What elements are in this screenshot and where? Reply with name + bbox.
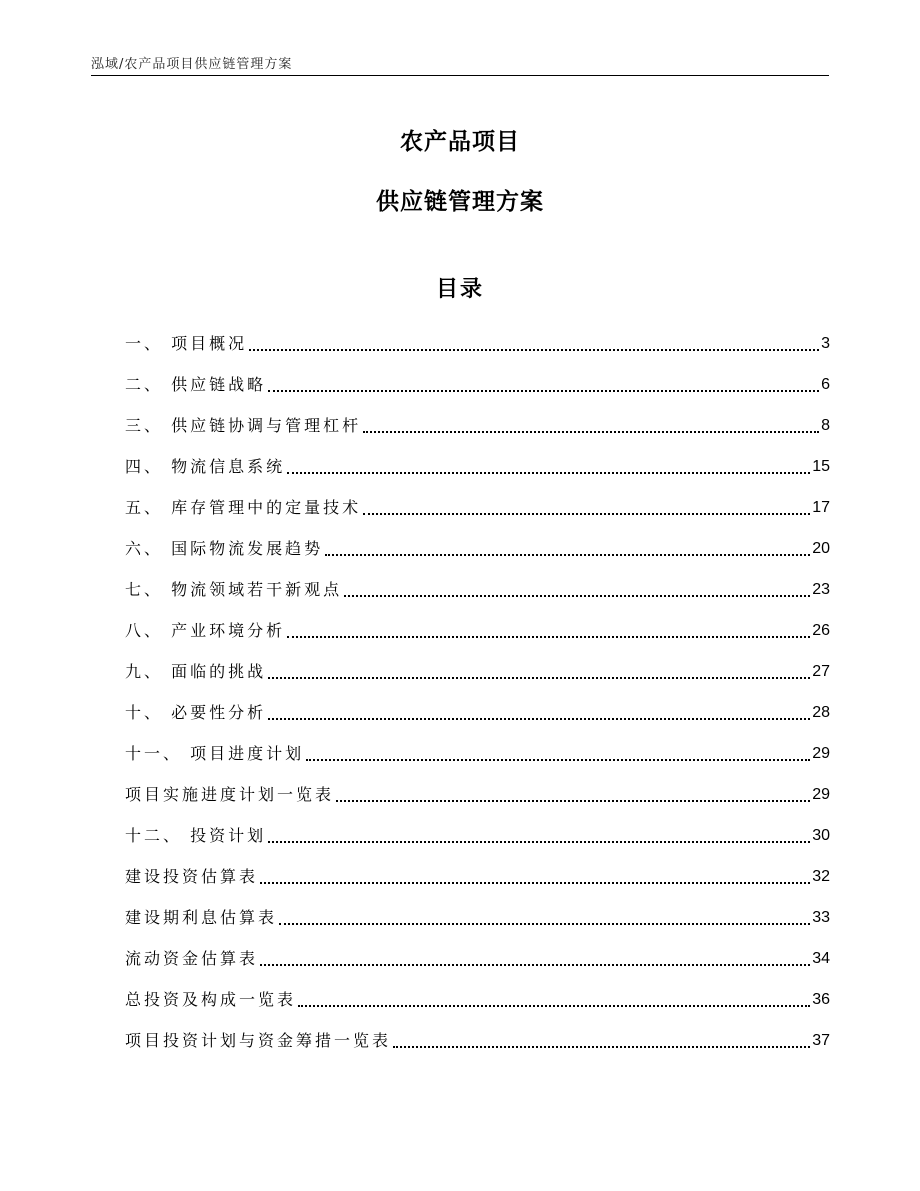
toc-dot-leader (260, 964, 810, 966)
toc-entry[interactable] (125, 1017, 830, 1058)
toc-entry-page: 36 (812, 991, 830, 1008)
toc-dot-leader (393, 1046, 810, 1048)
toc-entry-page: 15 (812, 458, 830, 475)
toc-dot-leader (336, 800, 810, 802)
toc-dot-leader (268, 718, 810, 720)
toc-entry[interactable] (125, 894, 830, 935)
toc-entry-label: 十二、 投资计划 (125, 826, 267, 845)
toc-entry-page: 37 (812, 1032, 830, 1049)
toc-entry-page: 8 (821, 417, 830, 434)
toc-entry-label: 流动资金估算表 (125, 949, 259, 968)
toc-dot-leader (287, 472, 810, 474)
toc-entry-label: 总投资及构成一览表 (125, 990, 297, 1009)
toc-dot-leader (306, 759, 810, 761)
toc-entry-label: 九、 面临的挑战 (125, 662, 267, 681)
toc-entry-page: 33 (812, 909, 830, 926)
toc-entry-page: 6 (821, 376, 830, 393)
toc-entry-label: 七、 物流领域若干新观点 (125, 580, 343, 599)
toc-entry-page: 3 (821, 335, 830, 352)
toc-entry[interactable] (125, 689, 830, 730)
toc-entry-label: 一、 项目概况 (125, 334, 248, 353)
toc-dot-leader (287, 636, 810, 638)
toc-entry-page: 23 (812, 581, 830, 598)
toc-dot-leader (344, 595, 810, 597)
toc-entry-label: 项目实施进度计划一览表 (125, 785, 335, 804)
toc-entry-label: 五、 库存管理中的定量技术 (125, 498, 362, 517)
toc-entry[interactable] (125, 648, 830, 689)
toc-entry-page: 32 (812, 868, 830, 885)
toc-dot-leader (260, 882, 810, 884)
toc-entry-label: 八、 产业环境分析 (125, 621, 286, 640)
toc-entry[interactable] (125, 853, 830, 894)
toc-entry[interactable] (125, 402, 830, 443)
toc-entry-label: 十一、 项目进度计划 (125, 744, 305, 763)
toc-entry-page: 17 (812, 499, 830, 516)
running-header: 泓域/农产品项目供应链管理方案 (91, 57, 293, 72)
toc-dot-leader (298, 1005, 810, 1007)
toc-entry[interactable] (125, 484, 830, 525)
toc-entry-page: 28 (812, 704, 830, 721)
toc-entry[interactable] (125, 320, 830, 361)
toc-dot-leader (268, 841, 810, 843)
toc-dot-leader (363, 513, 810, 515)
toc-entry-label: 六、 国际物流发展趋势 (125, 539, 324, 558)
toc-entry-label: 建设期利息估算表 (125, 908, 278, 927)
toc-entry[interactable] (125, 525, 830, 566)
toc-dot-leader (268, 390, 819, 392)
toc-entry[interactable] (125, 443, 830, 484)
toc-entry-page: 34 (812, 950, 830, 967)
toc-entry[interactable] (125, 607, 830, 648)
toc-entry-label: 项目投资计划与资金筹措一览表 (125, 1031, 392, 1050)
document-title-line-1: 农产品项目 (400, 129, 520, 155)
toc-entry[interactable] (125, 771, 830, 812)
header-divider (91, 75, 829, 76)
document-title-line-2: 供应链管理方案 (376, 189, 544, 215)
toc-entry[interactable] (125, 566, 830, 607)
toc-dot-leader (363, 431, 819, 433)
toc-entry[interactable] (125, 361, 830, 402)
toc-entry-label: 二、 供应链战略 (125, 375, 267, 394)
toc-entry[interactable] (125, 730, 830, 771)
toc-entry[interactable] (125, 976, 830, 1017)
toc-dot-leader (325, 554, 810, 556)
toc-dot-leader (268, 677, 810, 679)
toc-heading: 目录 (435, 277, 484, 302)
toc-entry-page: 29 (812, 745, 830, 762)
toc-entry-page: 30 (812, 827, 830, 844)
toc-entry[interactable] (125, 935, 830, 976)
table-of-contents (125, 320, 830, 1058)
toc-entry-label: 四、 物流信息系统 (125, 457, 286, 476)
toc-dot-leader (249, 349, 819, 351)
toc-entry-page: 27 (812, 663, 830, 680)
toc-dot-leader (279, 923, 810, 925)
toc-entry[interactable] (125, 812, 830, 853)
toc-entry-label: 建设投资估算表 (125, 867, 259, 886)
toc-entry-label: 十、 必要性分析 (125, 703, 267, 722)
toc-entry-label: 三、 供应链协调与管理杠杆 (125, 416, 362, 435)
toc-entry-page: 26 (812, 622, 830, 639)
toc-entry-page: 29 (812, 786, 830, 803)
toc-entry-page: 20 (812, 540, 830, 557)
